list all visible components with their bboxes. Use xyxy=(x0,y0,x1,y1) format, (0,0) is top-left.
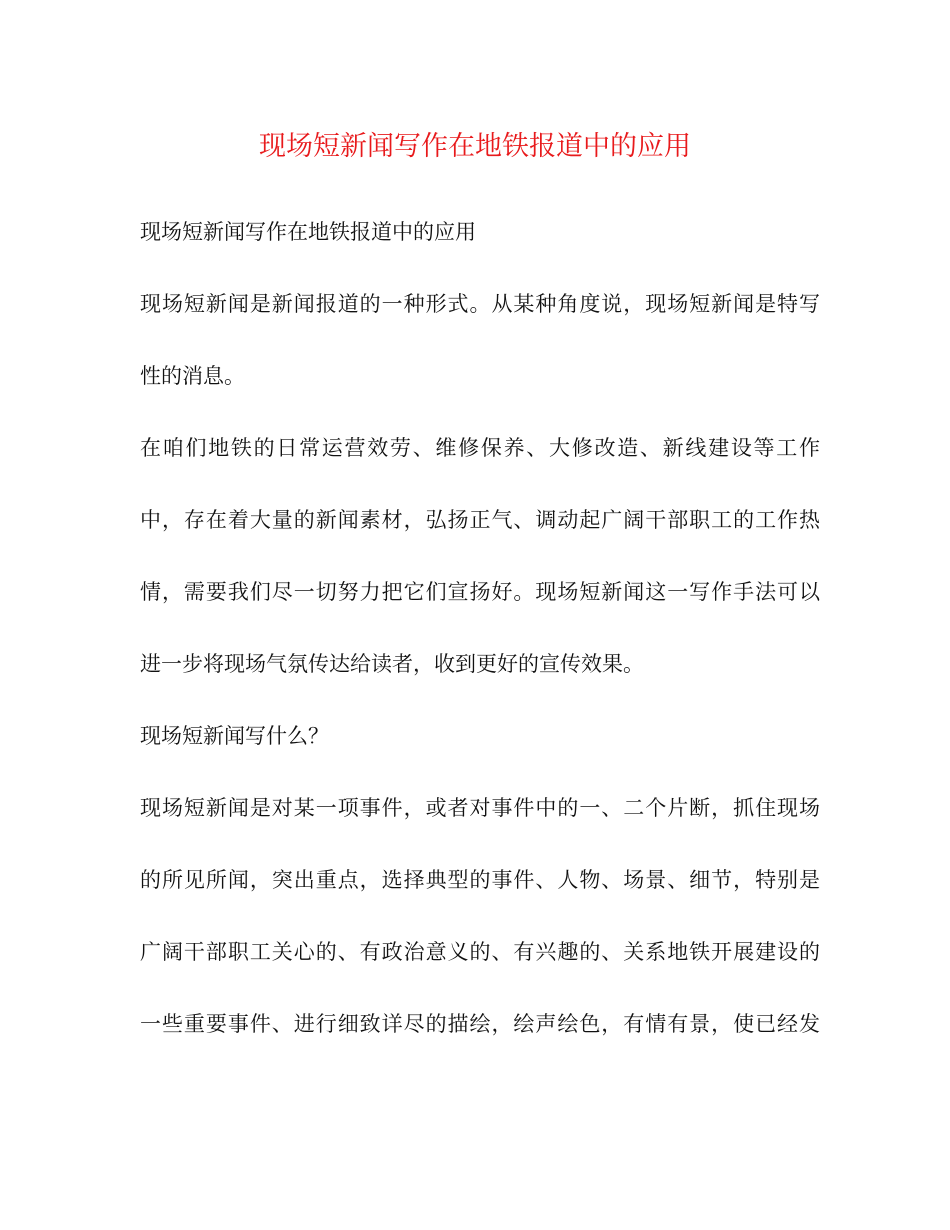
paragraph-line: 一些重要事件、进行细致详尽的描绘，绘声绘色，有情有景，使已经发 xyxy=(140,1012,820,1036)
paragraph-line: 情，需要我们尽一切努力把它们宣扬好。现场短新闻这一写作手法可以 xyxy=(140,580,820,604)
document-body xyxy=(140,210,820,1074)
paragraph-line: 现场短新闻是对某一项事件，或者对事件中的一、二个片断，抓住现场 xyxy=(140,796,820,820)
paragraph-line: 现场短新闻是新闻报道的一种形式。从某种角度说，现场短新闻是特写 xyxy=(140,292,820,316)
paragraph-line: 性的消息。 xyxy=(140,364,245,388)
paragraph-line: 进一步将现场气氛传达给读者，收到更好的宣传效果。 xyxy=(140,652,644,676)
paragraph-line: 的所见所闻，突出重点，选择典型的事件、人物、场景、细节，特别是 xyxy=(140,868,820,892)
subtitle-line: 现场短新闻写作在地铁报道中的应用 xyxy=(140,220,476,244)
paragraph-line: 中，存在着大量的新闻素材，弘扬正气、调动起广阔干部职工的工作热 xyxy=(140,508,820,532)
paragraph-line: 广阔干部职工关心的、有政治意义的、有兴趣的、关系地铁开展建设的 xyxy=(140,940,820,964)
section-heading: 现场短新闻写什么？ xyxy=(140,724,329,748)
paragraph-line: 在咱们地铁的日常运营效劳、维修保养、大修改造、新线建设等工作 xyxy=(140,436,820,460)
document-title: 现场短新闻写作在地铁报道中的应用 xyxy=(259,131,691,162)
